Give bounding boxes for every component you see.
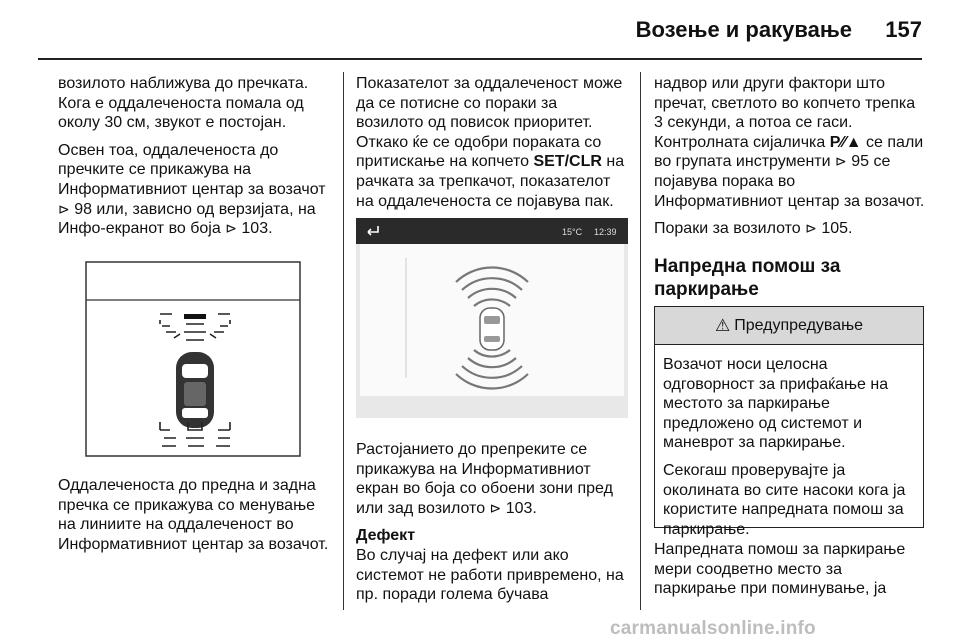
page-ref[interactable]: 103. bbox=[241, 220, 273, 238]
paragraph: Секогаш проверувајте ја околината во сите насоки кога ја користите напредната помош за паркирање. bbox=[663, 461, 906, 538]
screen-temp: 15°C bbox=[562, 227, 583, 237]
screen-time: 12:39 bbox=[594, 227, 617, 237]
page-header bbox=[0, 0, 960, 62]
fault-heading: Дефект bbox=[356, 527, 416, 545]
paragraph: возилото наближува до пречката. Кога е оддалеченоста помала од околу 30 см, звукот е постојан. bbox=[58, 75, 309, 132]
car-icon bbox=[176, 352, 214, 428]
paragraph: надвор или други фактори што пречат, светлото во копчето трепка 3 секунди, а потоа се гаси. Контролната сијаличка P⁄⁄▲ се пали во групата инструменти ⊳ 95 се појавува порака во Информативниот центар за возачот. bbox=[654, 75, 925, 210]
page-ref[interactable]: 105. bbox=[821, 220, 853, 238]
column-3-lower bbox=[654, 540, 926, 599]
page-ref[interactable]: 98 bbox=[74, 200, 92, 218]
paragraph: Пораки за возилото ⊳ 105. bbox=[654, 220, 853, 238]
watermark: carmanualsonline.info bbox=[610, 618, 816, 639]
column-1 bbox=[58, 74, 332, 247]
parking-assist-warning-icon: P⁄⁄▲ bbox=[829, 133, 862, 151]
figure-caption: Оддалеченоста до предна и задна пречка се прикажува со менување на линиите на оддалеченост во Информативниот центар за возачот. bbox=[58, 477, 329, 553]
page-ref-arrow-icon: ⊳ bbox=[58, 200, 70, 217]
color-info-display-parking bbox=[356, 218, 628, 418]
set-clr-button-label: SET/CLR bbox=[533, 153, 602, 171]
paragraph: Во случај на дефект или ако системот не работи привремено, на пр. поради голема бучава bbox=[356, 546, 624, 604]
driver-info-center-parking-display bbox=[58, 252, 332, 462]
car-top-icon bbox=[480, 308, 504, 350]
column-divider-2 bbox=[640, 72, 641, 610]
page-number: 157 bbox=[885, 17, 922, 42]
section-heading: Напредна помош за паркирање bbox=[654, 255, 841, 300]
header-rule bbox=[38, 58, 922, 60]
warning-body bbox=[655, 345, 923, 553]
paragraph: Показателот за оддалеченост може да се потисне со пораки за возилото од повисок приоритет. Откако ќе се одобри пораката со притискање на копчето SET/CLR на рачката за трепкачот, показателот на оддалеченоста се појавува пак. bbox=[356, 75, 625, 210]
column-2 bbox=[356, 74, 628, 219]
paragraph: Освен тоа, оддалеченоста до пречките се прикажува на Информативниот центар за возачот ⊳ 98 или, зависно од верзијата, на Инфо-екранот во боја ⊳ 103. bbox=[58, 141, 326, 238]
warning-box bbox=[654, 306, 924, 538]
column-divider-1 bbox=[343, 72, 344, 610]
warning-header: ⚠ Предупредување bbox=[655, 307, 923, 345]
page-ref-arrow-icon: ⊳ bbox=[835, 153, 847, 170]
page-ref-arrow-icon: ⊳ bbox=[805, 220, 817, 237]
column-2-lower bbox=[356, 440, 628, 605]
page-ref-arrow-icon: ⊳ bbox=[225, 220, 237, 237]
page-ref[interactable]: 95 bbox=[851, 153, 869, 171]
page-ref[interactable]: 103. bbox=[505, 499, 537, 517]
paragraph: Растојанието до препреките се прикажува на Информативниот екран во боја со обоени зони пред или зад возилото ⊳ 103. bbox=[356, 441, 613, 517]
paragraph: Напредната помош за паркирање мери соодветно место за паркирање при поминување, ја bbox=[654, 541, 906, 598]
warning-triangle-icon: ⚠ bbox=[714, 315, 731, 335]
paragraph: Возачот носи целосна одговорност за прифаќање на местото за паркирање предложено од системот и маневрот за паркирање. bbox=[663, 356, 889, 452]
page-ref-arrow-icon: ⊳ bbox=[489, 499, 502, 516]
column-3 bbox=[654, 74, 926, 309]
chapter-title: Возење и ракување bbox=[635, 17, 852, 42]
